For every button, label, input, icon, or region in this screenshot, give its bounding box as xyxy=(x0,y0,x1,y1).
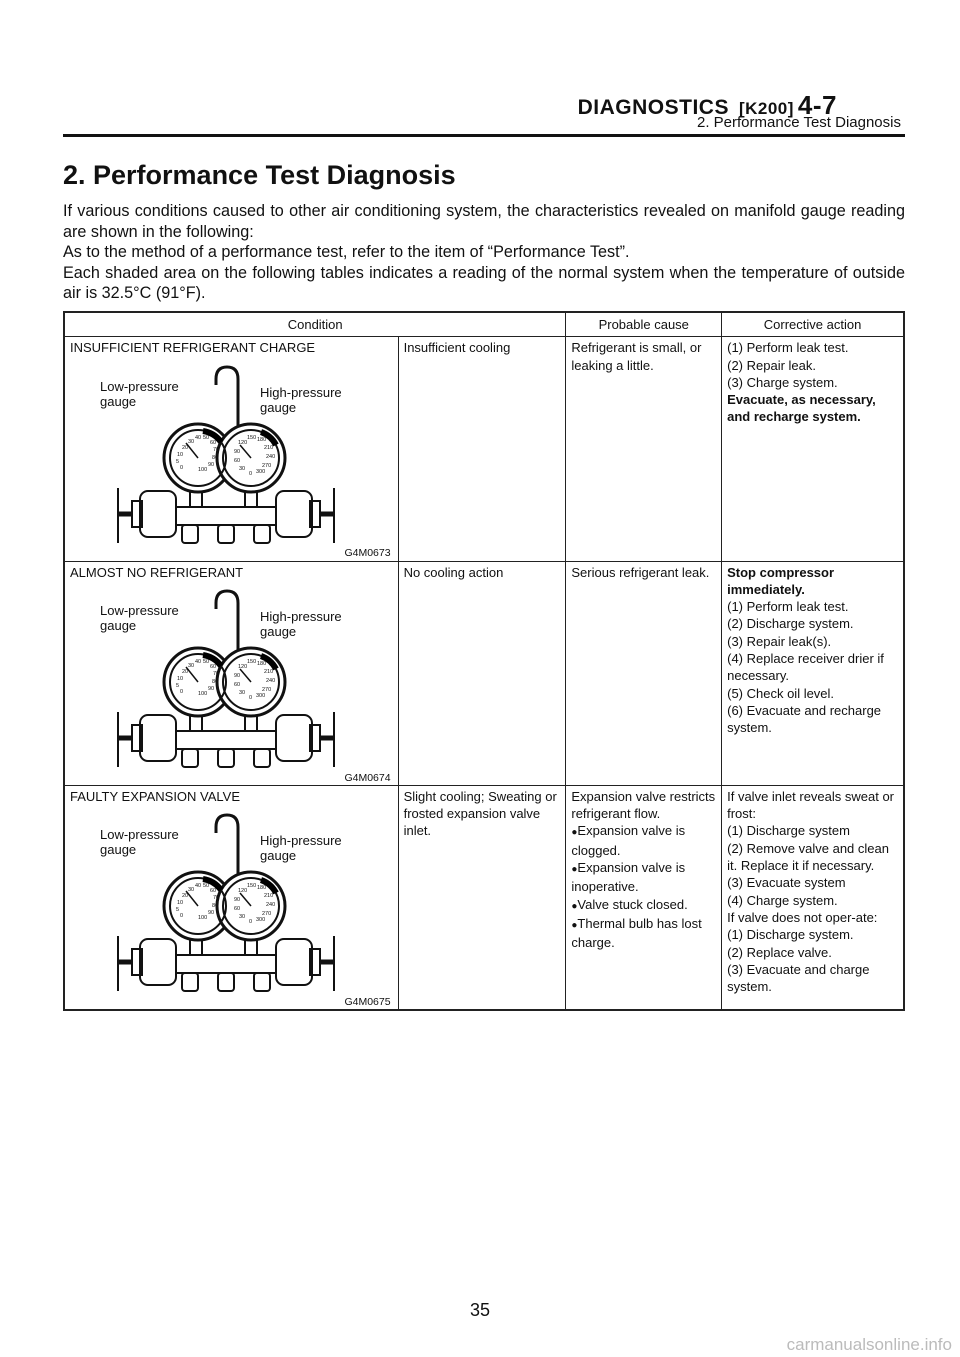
bullet-icon: ● xyxy=(571,827,578,839)
probable-cause-cell xyxy=(566,785,722,1010)
low-pressure-label: gauge xyxy=(100,842,137,858)
corrective-action-step: (1) Discharge system. xyxy=(727,927,854,943)
header-probable-cause: Probable cause xyxy=(566,312,722,337)
low-scale-tick: 70 xyxy=(213,446,220,453)
high-scale-tick: 240 xyxy=(266,677,276,684)
low-pressure-label: Low-pressure xyxy=(100,827,179,843)
low-scale-tick: 10 xyxy=(177,900,184,907)
condition-text: FAULTY EXPANSION VALVE xyxy=(70,788,241,804)
corrective-action-step: (3) Charge system. xyxy=(727,374,838,390)
low-scale-tick: 90 xyxy=(208,461,215,468)
high-scale-tick: 300 xyxy=(256,468,266,475)
gauge-figure xyxy=(70,587,393,783)
corrective-action-step: (2) Discharge system. xyxy=(727,616,854,632)
high-pressure-label: gauge xyxy=(260,848,297,864)
probable-cause-text: Serious refrigerant leak. xyxy=(571,564,710,580)
high-scale-tick: 150 xyxy=(247,434,257,441)
high-scale-tick: 120 xyxy=(238,663,248,670)
corrective-action-step: (1) Discharge system xyxy=(727,823,850,839)
diagnosis-table xyxy=(63,311,905,1011)
high-scale-tick: 210 xyxy=(264,444,274,451)
probable-cause-cell xyxy=(566,561,722,785)
symptom-cell xyxy=(398,561,566,785)
high-scale-tick: 90 xyxy=(234,672,241,679)
high-pressure-label: High-pressure xyxy=(260,608,342,624)
high-scale-tick: 270 xyxy=(262,911,272,918)
high-scale-tick: 300 xyxy=(256,692,266,699)
corrective-action-cell xyxy=(722,337,904,561)
corrective-action-step: (2) Repair leak. xyxy=(727,357,816,373)
high-scale-tick: 120 xyxy=(238,439,248,446)
low-scale-tick: 60 xyxy=(210,663,217,670)
low-scale-tick: 80 xyxy=(212,678,219,685)
corrective-action-step: (1) Perform leak test. xyxy=(727,340,849,356)
high-scale-tick: 0 xyxy=(249,919,253,926)
corrective-action-step: (2) Replace valve. xyxy=(727,944,832,960)
low-scale-tick: 80 xyxy=(212,903,219,910)
corrective-action-step: (1) Perform leak test. xyxy=(727,599,849,615)
manifold-gauge-illustration xyxy=(100,811,360,1003)
corrective-action-step: (3) Evacuate system xyxy=(727,875,846,891)
low-scale-tick: 60 xyxy=(210,888,217,895)
high-scale-tick: 270 xyxy=(262,686,272,693)
symptom-cell xyxy=(398,785,566,1010)
high-pressure-label: gauge xyxy=(260,623,297,639)
low-scale-tick: 40 xyxy=(195,883,202,890)
low-scale-tick: 80 xyxy=(212,454,219,461)
probable-cause-bullet xyxy=(571,859,716,896)
gauge-figure xyxy=(70,811,393,1007)
low-scale-tick: 30 xyxy=(188,887,195,894)
high-scale-tick: 150 xyxy=(247,658,257,665)
high-scale-tick: 90 xyxy=(234,448,241,455)
corrective-action-step: (5) Check oil level. xyxy=(727,685,835,701)
high-scale-tick: 210 xyxy=(264,668,274,675)
low-scale-tick: 5 xyxy=(176,682,180,689)
corrective-action-step: Evacuate, as necessary, and recharge system. xyxy=(727,392,876,425)
bullet-icon: ● xyxy=(571,900,578,912)
condition-text: INSUFFICIENT REFRIGERANT CHARGE xyxy=(70,340,316,356)
high-scale-tick: 30 xyxy=(239,465,246,472)
high-scale-tick: 60 xyxy=(234,906,241,913)
corrective-action-step: (6) Evacuate and recharge system. xyxy=(727,702,882,736)
low-pressure-label: gauge xyxy=(100,393,137,409)
corrective-action-step: If valve inlet reveals sweat or frost: xyxy=(727,788,895,822)
low-scale-tick: 50 xyxy=(203,883,210,890)
low-scale-tick: 30 xyxy=(188,438,195,445)
low-scale-tick: 5 xyxy=(176,458,180,465)
section-name: DIAGNOSTICS xyxy=(577,96,729,119)
low-scale-tick: 40 xyxy=(195,658,202,665)
low-scale-tick: 60 xyxy=(210,439,217,446)
probable-cause-bullet xyxy=(571,896,716,915)
bullet-icon: ● xyxy=(571,864,578,876)
table-row xyxy=(64,337,904,561)
figure-id: G4M0673 xyxy=(344,547,391,560)
low-pressure-label: gauge xyxy=(100,617,137,633)
manifold-gauge-illustration xyxy=(100,587,360,779)
high-scale-tick: 150 xyxy=(247,883,257,890)
high-scale-tick: 0 xyxy=(249,470,253,477)
probable-cause-bullet xyxy=(571,822,716,859)
low-scale-tick: 0 xyxy=(180,913,184,920)
high-scale-tick: 0 xyxy=(249,694,253,701)
page-title: 2. Performance Test Diagnosis xyxy=(63,160,456,190)
condition-cell xyxy=(64,561,398,785)
high-scale-tick: 240 xyxy=(266,902,276,909)
corrective-action-step: (3) Evacuate and charge system. xyxy=(727,961,870,995)
probable-cause-text: Expansion valve restricts refrigerant flow. xyxy=(571,788,716,822)
high-scale-tick: 270 xyxy=(262,462,272,469)
header-corrective-action: Corrective action xyxy=(722,312,904,337)
low-scale-tick: 20 xyxy=(182,444,189,451)
low-scale-tick: 0 xyxy=(180,464,184,471)
high-scale-tick: 60 xyxy=(234,681,241,688)
low-scale-tick: 20 xyxy=(182,668,189,675)
intro-paragraph: If various conditions caused to other air conditioning system, the characteristics revealed on manifold gauge reading are shown in the following: xyxy=(63,202,905,241)
high-scale-tick: 300 xyxy=(256,917,266,924)
header-condition: Condition xyxy=(64,312,566,337)
low-scale-tick: 20 xyxy=(182,893,189,900)
high-scale-tick: 120 xyxy=(238,888,248,895)
condition-text: ALMOST NO REFRIGERANT xyxy=(70,564,244,580)
high-pressure-label: gauge xyxy=(260,399,297,415)
low-scale-tick: 5 xyxy=(176,907,180,914)
low-scale-tick: 100 xyxy=(198,466,208,473)
corrective-action-step: (4) Charge system. xyxy=(727,892,838,908)
symptom-text: Insufficient cooling xyxy=(403,340,511,356)
low-scale-tick: 10 xyxy=(177,675,184,682)
intro-text xyxy=(63,201,905,304)
low-scale-tick: 50 xyxy=(203,658,210,665)
corrective-action-step: (2) Remove valve and clean it. Replace it if necessary. xyxy=(727,840,889,874)
low-scale-tick: 100 xyxy=(198,690,208,697)
probable-cause-cell xyxy=(566,337,722,561)
header-subtitle: 2. Performance Test Diagnosis xyxy=(697,114,901,131)
low-scale-tick: 90 xyxy=(208,685,215,692)
high-scale-tick: 180 xyxy=(257,885,267,892)
corrective-action-step: Stop compressor immediately. xyxy=(727,564,835,597)
table-row xyxy=(64,785,904,1010)
probable-cause-bullet xyxy=(571,915,716,952)
high-scale-tick: 210 xyxy=(264,893,274,900)
high-scale-tick: 30 xyxy=(239,689,246,696)
high-scale-tick: 180 xyxy=(257,436,267,443)
bullet-text: Thermal bulb has lost charge. xyxy=(571,915,702,951)
low-scale-tick: 100 xyxy=(198,915,208,922)
low-scale-tick: 40 xyxy=(195,434,202,441)
condition-cell xyxy=(64,337,398,561)
corrective-action-step: (3) Repair leak(s). xyxy=(727,633,832,649)
high-pressure-label: High-pressure xyxy=(260,384,342,400)
high-pressure-label: High-pressure xyxy=(260,833,342,849)
symptom-cell xyxy=(398,337,566,561)
section-number: 4-7 xyxy=(797,90,837,120)
high-scale-tick: 240 xyxy=(266,453,276,460)
intro-paragraph: Each shaded area on the following tables indicates a reading of the normal system when the temperature of outside air is 32.5°C (91°F). xyxy=(63,263,905,302)
bullet-icon: ● xyxy=(571,919,578,931)
figure-id: G4M0674 xyxy=(344,771,391,784)
symptom-text: No cooling action xyxy=(403,564,504,580)
high-scale-tick: 180 xyxy=(257,660,267,667)
corrective-action-step: If valve does not oper-ate: xyxy=(727,909,878,925)
intro-paragraph: As to the method of a performance test, refer to the item of “Performance Test”. xyxy=(63,243,630,261)
page-header xyxy=(63,86,905,136)
low-scale-tick: 30 xyxy=(188,662,195,669)
low-scale-tick: 70 xyxy=(213,895,220,902)
corrective-action-cell xyxy=(722,561,904,785)
header-rule xyxy=(63,134,905,137)
manifold-gauge-illustration xyxy=(100,363,360,555)
condition-cell xyxy=(64,785,398,1010)
low-scale-tick: 50 xyxy=(203,434,210,441)
bullet-text: Expansion valve is clogged. xyxy=(571,823,686,858)
page-number: 35 xyxy=(469,1300,491,1320)
figure-id: G4M0675 xyxy=(344,995,391,1008)
table-header-row xyxy=(64,312,904,337)
low-scale-tick: 0 xyxy=(180,688,184,695)
low-scale-tick: 10 xyxy=(177,451,184,458)
high-scale-tick: 90 xyxy=(234,897,241,904)
symptom-text: Slight cooling; Sweating or frosted expansion valve inlet. xyxy=(403,788,557,839)
corrective-action-cell xyxy=(722,785,904,1010)
table-row xyxy=(64,561,904,785)
watermark: carmanualsonline.info xyxy=(786,1335,952,1354)
probable-cause-text: Refrigerant is small, or leaking a little. xyxy=(571,340,702,373)
corrective-action-step: (4) Replace receiver drier if necessary. xyxy=(727,651,884,684)
bullet-text: Valve stuck closed. xyxy=(577,896,688,912)
low-scale-tick: 70 xyxy=(213,670,220,677)
low-scale-tick: 90 xyxy=(208,910,215,917)
low-pressure-label: Low-pressure xyxy=(100,602,179,618)
high-scale-tick: 60 xyxy=(234,457,241,464)
high-scale-tick: 30 xyxy=(239,914,246,921)
section-code: [K200] xyxy=(738,99,794,118)
bullet-text: Expansion valve is inoperative. xyxy=(571,860,686,895)
gauge-figure xyxy=(70,363,393,559)
low-pressure-label: Low-pressure xyxy=(100,378,179,394)
